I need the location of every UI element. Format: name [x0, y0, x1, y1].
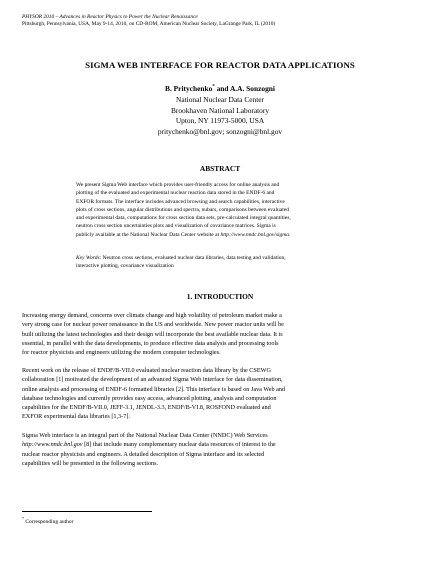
paragraph-line: capabilities will be presented in the following sections.	[22, 459, 159, 467]
affiliation-line: National Nuclear Data Center	[175, 95, 265, 104]
author-first: B. Pritychenko	[165, 84, 213, 93]
conference-details: Pittsburgh, Pennsylvania, USA, May 9-14, 2010, on CD-ROM, American Nuclear Society, LaGrange Park, IL (2010)	[22, 21, 276, 27]
paragraph-line: online analysis and processing of ENDF-6 formatted libraries [2]. This interface is based on Java Web and	[22, 385, 286, 393]
abstract-line: EXFOR formats. The interface includes advanced browsing and search capabilities, interactive	[76, 198, 285, 205]
paragraph-line: essential, in parallel with the data developments, to produce effective data analysis and processing tools	[22, 339, 279, 347]
keywords-line	[76, 254, 366, 262]
paragraph-line: for reactor physicists and engineers utilizing the modern computer technologies.	[22, 349, 221, 357]
affiliation	[0, 95, 440, 137]
intro-paragraph-1	[22, 311, 420, 357]
paragraph-line	[22, 440, 420, 449]
conference-title: PHYSOR 2010 – Advances in Reactor Physics to Power the Nuclear Renaissance	[22, 14, 198, 20]
keywords-label: Key Words	[76, 255, 100, 261]
abstract-line: We present Sigma Web interface which provides user-friendly access for online analysis and	[76, 182, 280, 188]
affiliation-line: Upton, NY 11973-5000, USA	[175, 116, 265, 126]
conference-header	[22, 14, 422, 28]
intro-paragraph-3	[22, 431, 420, 468]
paragraph-line: Recent work on the release of ENDF/B-VII.0 evaluated nuclear reaction data library by the CSEWG	[22, 367, 271, 374]
paragraph-line: database technologies and currently provides easy access, advanced plotting, analysis and computation	[22, 394, 277, 402]
paragraph-line: built utilizing the latest technologies and their design will incorporate the best available nuclear data. It is	[22, 330, 283, 338]
footnote-text: Corresponding author	[24, 518, 74, 525]
paragraph-line: EXFOR experimental data libraries [1,3-7].	[22, 413, 130, 421]
abstract-line	[76, 231, 366, 239]
author-rest: and A.A. Sonzogni	[214, 84, 275, 93]
abstract-line: plots of cross sections, angular distributions and spectra, nubars, comparisons between evaluated	[76, 206, 289, 213]
corresponding-marker: *	[212, 84, 215, 90]
sigma-url-link[interactable]: http://www.nndc.bnl.gov/sigma	[220, 231, 289, 238]
intro-paragraph-2	[22, 366, 420, 422]
abstract-heading: ABSTRACT	[199, 164, 241, 173]
paragraph-line: Sigma Web interface is an integral part of the National Nuclear Data Center (NNDC) Web Services	[22, 432, 268, 439]
abstract-end: .	[288, 231, 291, 238]
paragraph-line: very strong case for nuclear power renaissance in the US and worldwide. New power reactor units will be	[22, 321, 284, 329]
nndc-url-link[interactable]: http://www.nndc.bnl.gov	[22, 441, 83, 449]
abstract-text: publicly available at the National Nuclear Data Center website at	[76, 231, 221, 238]
paragraph-text: [8] that include many complementary nuclear data resources of interest to the	[82, 441, 276, 449]
footnote	[22, 516, 74, 525]
paper-title: SIGMA WEB INTERFACE FOR REACTOR DATA APPLICATIONS	[85, 60, 355, 70]
keywords-text: : Neutron cross sections, evaluated nuclear data libraries, data testing and validation,	[99, 255, 286, 261]
author-emails: pritychenko@bnl.gov; sonzogni@bnl.gov	[157, 126, 283, 136]
footnote-divider	[22, 511, 152, 512]
keywords-line: interactive plotting, covariance visualization	[76, 263, 174, 270]
affiliation-line: Brookhaven National Laboratory	[170, 105, 270, 115]
abstract-line: and experimental data, computations for cross section data sets, pre-calculated integral quantities,	[76, 215, 291, 222]
paragraph-line: Increasing energy demand, concerns over climate change and high volatility of petroleum market make a	[22, 312, 282, 319]
footnote-marker: *	[22, 516, 24, 521]
section-heading: 1. INTRODUCTION	[186, 292, 254, 301]
authors	[0, 84, 440, 93]
paragraph-line: capabilities for the ENDF/B-VII.0, JEFF-3.1, JENDL-3.3, ENDF/B-VI.8, ROSFOND evaluated and	[22, 404, 271, 412]
paragraph-line: nuclear reactor physicists and engineers. A detailed description of Sigma interface and its selected	[22, 450, 265, 458]
abstract-line: plotting of the evaluated and experimental nuclear reaction data stored in the ENDF-6 and	[76, 190, 275, 197]
paragraph-line: collaboration [1] motivated the development of an advanced Sigma Web interface for data dissemination,	[22, 376, 283, 384]
abstract-line: neutron cross section uncertainties plots and visualization of covariance matrices. Sigma is	[76, 223, 276, 230]
keywords	[76, 254, 366, 271]
abstract-body	[76, 181, 366, 239]
